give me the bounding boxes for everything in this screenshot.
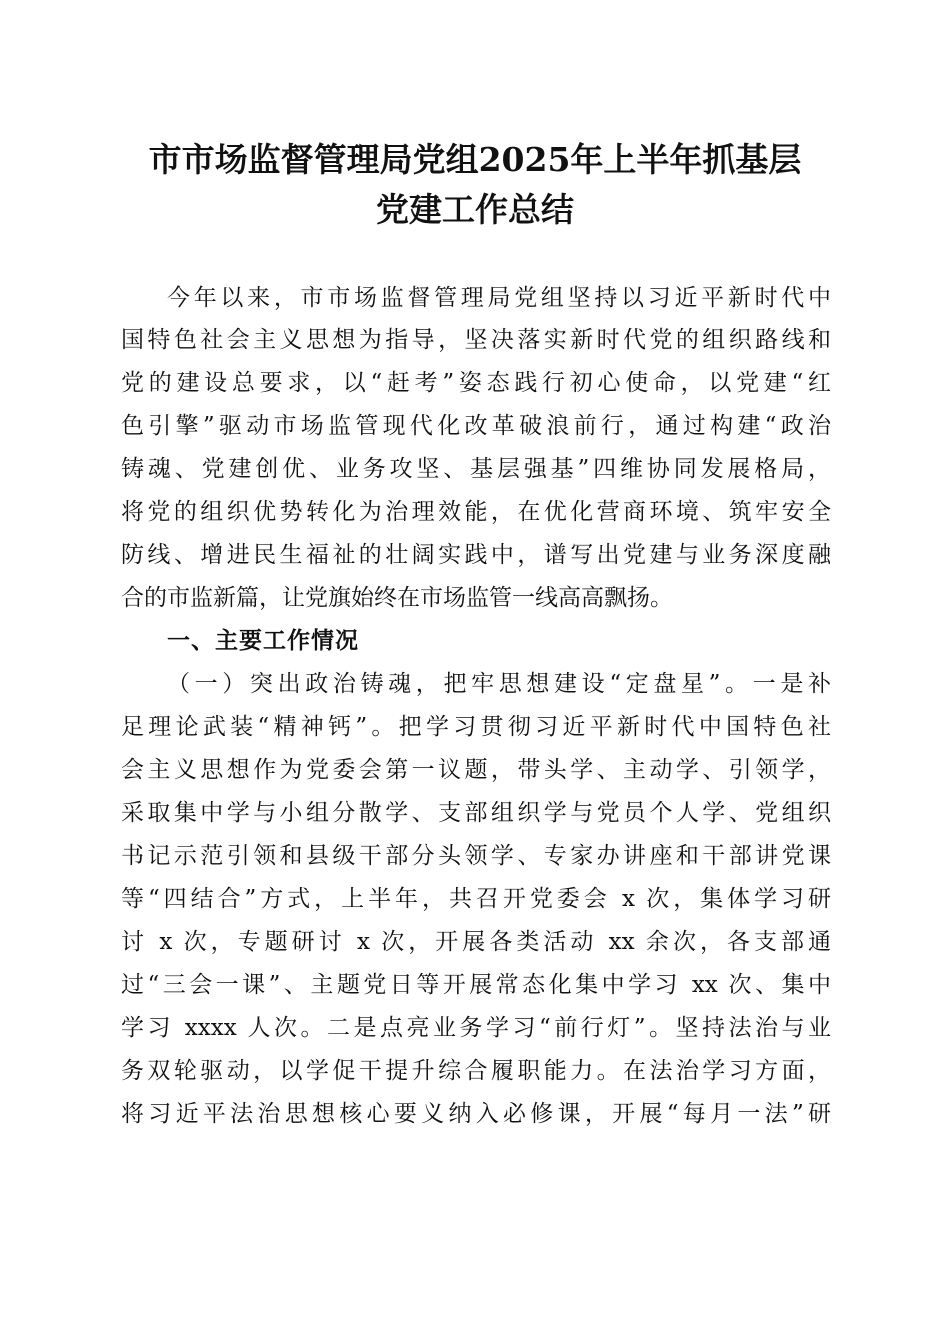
section-paragraph-line: 将习近平法治思想核心要义纳入必修课，开展“每月一法”研	[121, 1101, 831, 1127]
intro-paragraph-line: 国特色社会主义思想为指导，坚决落实新时代党的组织路线和	[121, 327, 831, 353]
section-paragraph-line: 足理论武装“精神钙”。把学习贯彻习近平新时代中国特色社	[121, 714, 831, 740]
section-paragraph-line: 采取集中学与小组分散学、支部组织学与党员个人学、党组织	[121, 800, 831, 826]
intro-paragraph-line: 今年以来，市市场监督管理局党组坚持以习近平新时代中	[167, 285, 831, 311]
section-paragraph-line: 讨 x 次，专题研讨 x 次，开展各类活动 xx 余次，各支部通	[121, 929, 831, 955]
section-paragraph-line: 学习 xxxx 人次。二是点亮业务学习“前行灯”。坚持法治与业	[121, 1015, 831, 1041]
section-paragraph-line: 等“四结合”方式，上半年，共召开党委会 x 次，集体学习研	[121, 886, 831, 912]
section-heading: 一、主要工作情况	[167, 628, 359, 654]
section-paragraph-line: 会主义思想作为党委会第一议题，带头学、主动学、引领学，	[121, 757, 831, 783]
document-title-line-2: 党建工作总结	[376, 190, 574, 229]
intro-paragraph-line: 防线、增进民生福祉的壮阔实践中，谱写出党建与业务深度融	[121, 542, 831, 568]
section-paragraph-line: 务双轮驱动，以学促干提升综合履职能力。在法治学习方面，	[121, 1058, 831, 1084]
section-paragraph-line: 过“三会一课”、主题党日等开展常态化集中学习 xx 次、集中	[121, 972, 831, 998]
document-title-line-1: 市市场监督管理局党组2025年上半年抓基层	[148, 140, 802, 179]
intro-paragraph-line: 党的建设总要求，以“赶考”姿态践行初心使命，以党建“红	[121, 370, 831, 396]
intro-paragraph-line: 色引擎”驱动市场监管现代化改革破浪前行，通过构建“政治	[121, 413, 831, 439]
section-paragraph-line: 书记示范引领和县级干部分头领学、专家办讲座和干部讲党课	[121, 843, 831, 869]
section-paragraph-line: （一）突出政治铸魂，把牢思想建设“定盘星”。一是补	[167, 671, 831, 697]
intro-paragraph-line: 将党的组织优势转化为治理效能，在优化营商环境、筑牢安全	[121, 499, 831, 525]
intro-paragraph-line: 铸魂、党建创优、业务攻坚、基层强基”四维协同发展格局，	[121, 456, 831, 482]
intro-paragraph-line: 合的市监新篇，让党旗始终在市场监管一线高高飘扬。	[121, 585, 673, 611]
